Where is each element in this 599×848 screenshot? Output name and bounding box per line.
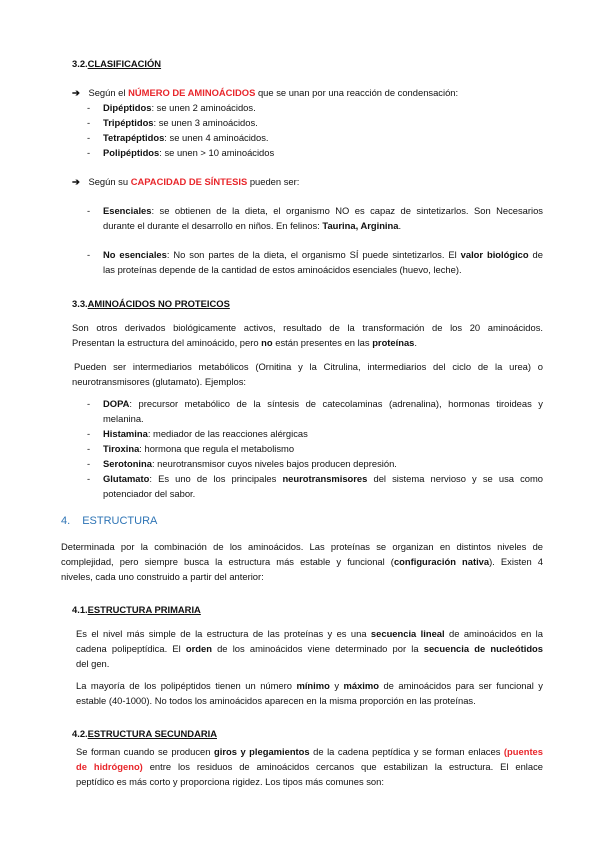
- paragraph-line: del gen.: [76, 658, 110, 669]
- esenciales-line-1: Esenciales: se obtienen de la dieta, el organismo NO es capaz de sintetizarlos. Son Necesarios: [103, 205, 543, 216]
- esenciales-line-2: durante el durante el desarrollo en niños. En felinos: Taurina, Arginina.: [103, 220, 402, 231]
- section-title: AMINOÁCIDOS NO PROTEICOS: [87, 298, 230, 309]
- paragraph-line: neurotransmisores (glutamato). Ejemplos:: [72, 376, 247, 387]
- paragraph-line: Presentan la estructura del aminoácido, pero no están presentes en las proteínas.: [72, 337, 417, 348]
- section-4-heading: [61, 515, 157, 527]
- section-4-1-heading: [72, 604, 201, 615]
- paragraph-line: La mayoría de los polipéptidos tienen un número mínimo y máximo de aminoácidos para ser funcional y: [76, 680, 543, 691]
- section-number: 3.3.: [72, 298, 88, 309]
- paragraph-line: Son otros derivados biológicamente activos, resultado de la transformación de los 20 aminoácidos.: [72, 322, 543, 333]
- list-item-continuation: melanina.: [103, 413, 144, 424]
- section-title: ESTRUCTURA SECUNDARIA: [87, 728, 217, 739]
- dash-bullet: -: [87, 205, 91, 216]
- criterion-synthesis: ➔ Según su CAPACIDAD DE SÍNTESIS pueden ser:: [72, 176, 300, 187]
- highlight-synthesis: CAPACIDAD DE SÍNTESIS: [130, 176, 248, 187]
- arrow-right-icon: ➔: [72, 87, 80, 98]
- list-item: Histamina: mediador de las reacciones alérgicas: [103, 428, 308, 439]
- list-item: Tetrapéptidos: se unen 4 aminoácidos.: [103, 132, 269, 143]
- paragraph-line: Se forman cuando se producen giros y plegamientos de la cadena peptídica y se forman enlaces (puentes: [76, 746, 543, 757]
- list-item-continuation: potenciador del sabor.: [103, 488, 196, 499]
- paragraph-line: niveles, cada uno construido a partir del anterior:: [61, 571, 264, 582]
- section-3-3-heading: [72, 298, 230, 309]
- list-item: Tripéptidos: se unen 3 aminoácidos.: [103, 117, 258, 128]
- paragraph-line: peptídico es más corto y proporciona rigidez. Los tipos más comunes son:: [76, 776, 384, 787]
- no-esenciales-line-2: las proteínas depende de la cantidad de estos aminoácidos esenciales (huevo, leche).: [103, 264, 462, 275]
- list-item: Glutamato: Es uno de los principales neurotransmisores del sistema nervioso y se usa como: [103, 473, 544, 484]
- paragraph-line: estable (40-1000). No todos los aminoácidos aparecen en la misma proporción en las proteínas.: [76, 695, 476, 706]
- list-item: Serotonina: neurotransmisor cuyos niveles bajos producen depresión.: [103, 458, 397, 469]
- dash-bullet: -: [87, 249, 91, 260]
- paragraph-line: Es el nivel más simple de la estructura de las proteínas y es una secuencia lineal de aminoácidos en la: [76, 628, 543, 639]
- section-title: ESTRUCTURA PRIMARIA: [87, 604, 201, 615]
- list-item: DOPA: precursor metabólico de la síntesis de catecolaminas (adrenalina), hormonas tiroideas y: [103, 398, 543, 409]
- paragraph-line: Determinada por la combinación de los aminoácidos. Las proteínas se organizan en distintos niveles de: [61, 541, 543, 552]
- list-item: Tiroxina: hormona que regula el metabolismo: [103, 443, 295, 454]
- dash-bullet: -: [87, 428, 91, 439]
- section-4-2-heading: [72, 728, 217, 739]
- dash-bullet: -: [87, 443, 91, 454]
- dash-bullet: -: [87, 117, 91, 128]
- arrow-right-icon: ➔: [72, 176, 80, 187]
- paragraph-line: complejidad, pero siempre busca la estructura más estable y funcional (configuración nativa). Existen 4: [61, 556, 543, 567]
- dash-bullet: -: [87, 473, 91, 484]
- list-item: Dipéptidos: se unen 2 aminoácidos.: [103, 102, 256, 113]
- dash-bullet: -: [87, 102, 91, 113]
- dash-bullet: -: [87, 398, 91, 409]
- paragraph-line: cadena polipeptídica. El orden de los aminoácidos viene determinado por la secuencia de nucleótidos: [76, 643, 543, 654]
- dash-bullet: -: [87, 458, 91, 469]
- paragraph-line: de hidrógeno) entre los residuos de aminoácidos cercanos que estabilizan la estructura. El enlace: [76, 761, 543, 772]
- no-esenciales-line-1: No esenciales: No son partes de la dieta, el organismo SÍ puede sintetizarlos. El valor biológico de: [103, 249, 543, 260]
- section-number: 3.2.: [72, 58, 88, 69]
- highlight-number: NÚMERO DE AMINOÁCIDOS: [128, 87, 256, 98]
- section-number: 4.: [61, 515, 71, 527]
- dash-bullet: -: [87, 147, 91, 158]
- section-title: CLASIFICACIÓN: [87, 58, 162, 69]
- section-title: ESTRUCTURA: [82, 515, 158, 527]
- paragraph-line: Pueden ser intermediarios metabólicos (Ornitina y la Citrulina, intermediarios del ciclo de la urea) o: [74, 361, 543, 372]
- dash-bullet: -: [87, 132, 91, 143]
- section-number: 4.1.: [72, 604, 88, 615]
- section-number: 4.2.: [72, 728, 88, 739]
- list-item: Polipéptidos: se unen > 10 aminoácidos: [103, 147, 275, 158]
- section-3-2-heading: [72, 58, 161, 69]
- criterion-number: ➔ Según el NÚMERO DE AMINOÁCIDOS que se unan por una reacción de condensación:: [72, 87, 459, 98]
